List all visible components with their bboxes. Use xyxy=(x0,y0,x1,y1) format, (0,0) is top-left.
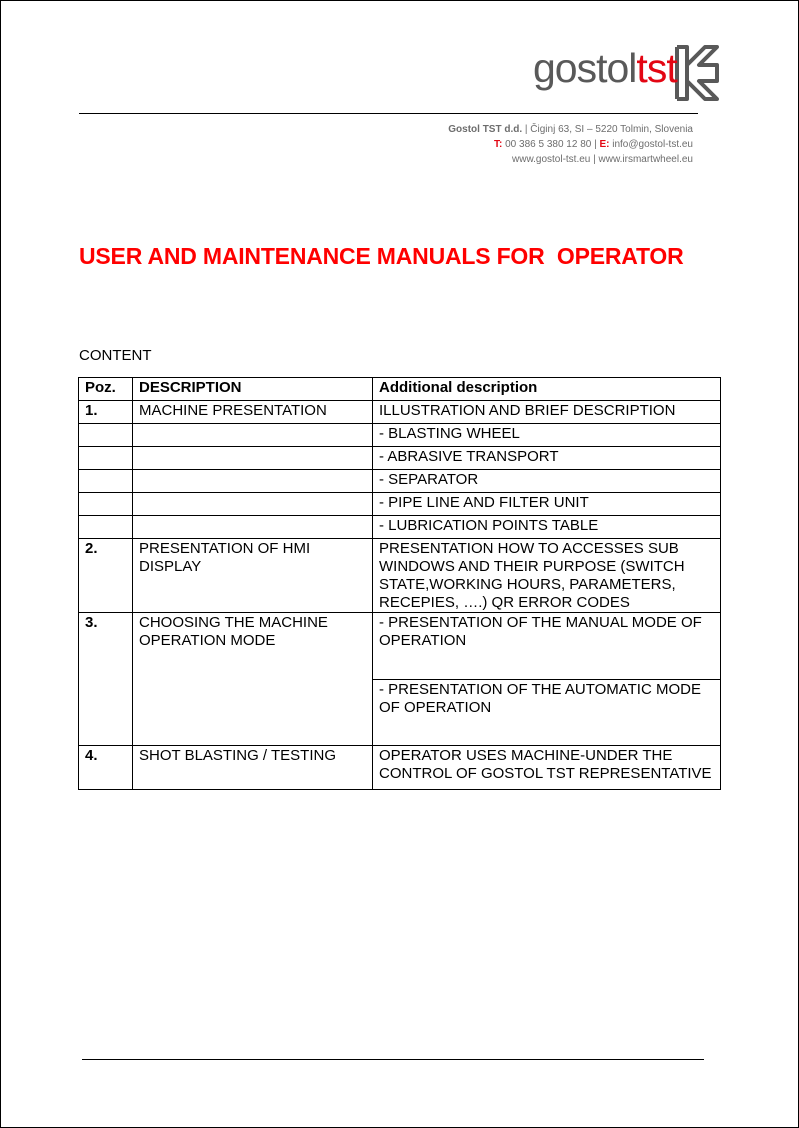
row-number xyxy=(79,424,133,447)
column-header: DESCRIPTION xyxy=(133,378,373,401)
row-description xyxy=(133,424,373,447)
document-title: USER AND MAINTENANCE MANUALS FOR OPERATOR xyxy=(79,243,684,269)
company-address xyxy=(448,122,693,167)
row-description: SHOT BLASTING / TESTING xyxy=(133,746,373,790)
row-additional: PRESENTATION HOW TO ACCESSES SUB WINDOWS AND THEIR PURPOSE (SWITCH STATE,WORKING HOURS, PARAMETERS, RECEPIES, ….) QR ERROR CODES xyxy=(373,539,721,613)
table-row xyxy=(79,613,721,680)
table-row xyxy=(79,516,721,539)
header-divider xyxy=(79,113,698,114)
table-row xyxy=(79,447,721,470)
column-header: Poz. xyxy=(79,378,133,401)
table-header-row xyxy=(79,378,721,401)
row-additional: - PRESENTATION OF THE AUTOMATIC MODE OF OPERATION xyxy=(373,680,721,746)
table-row xyxy=(79,401,721,424)
contents-table xyxy=(78,377,721,790)
row-number: 3. xyxy=(79,613,133,746)
gear-logo-icon xyxy=(675,43,719,103)
table-row xyxy=(79,746,721,790)
row-additional: OPERATOR USES MACHINE-UNDER THE CONTROL OF GOSTOL TST REPRESENTATIVE xyxy=(373,746,721,790)
address-line-2: T: 00 386 5 380 12 80 | E: info@gostol-tst.eu xyxy=(494,139,693,150)
row-number xyxy=(79,470,133,493)
column-header: Additional description xyxy=(373,378,721,401)
row-description xyxy=(133,470,373,493)
row-description: CHOOSING THE MACHINE OPERATION MODE xyxy=(133,613,373,746)
row-additional: ILLUSTRATION AND BRIEF DESCRIPTION xyxy=(373,401,721,424)
row-additional: - BLASTING WHEEL xyxy=(373,424,721,447)
row-additional: - LUBRICATION POINTS TABLE xyxy=(373,516,721,539)
table-row xyxy=(79,493,721,516)
logo-wordmark: gostoltst xyxy=(533,44,677,91)
row-description: PRESENTATION OF HMI DISPLAY xyxy=(133,539,373,613)
table-row xyxy=(79,470,721,493)
address-line-1: Gostol TST d.d. | Čiginj 63, SI – 5220 Tolmin, Slovenia xyxy=(448,124,693,135)
company-logo xyxy=(533,42,719,104)
row-number xyxy=(79,447,133,470)
row-description xyxy=(133,516,373,539)
row-additional: - PRESENTATION OF THE MANUAL MODE OF OPERATION xyxy=(373,613,721,680)
row-additional: - PIPE LINE AND FILTER UNIT xyxy=(373,493,721,516)
row-number: 4. xyxy=(79,746,133,790)
row-additional: - SEPARATOR xyxy=(373,470,721,493)
row-additional: - ABRASIVE TRANSPORT xyxy=(373,447,721,470)
footer-divider xyxy=(82,1059,704,1060)
row-description: MACHINE PRESENTATION xyxy=(133,401,373,424)
row-number xyxy=(79,493,133,516)
table-row xyxy=(79,424,721,447)
table-row xyxy=(79,539,721,613)
row-number: 2. xyxy=(79,539,133,613)
content-heading: CONTENT xyxy=(79,347,152,364)
row-description xyxy=(133,447,373,470)
address-line-3: www.gostol-tst.eu | www.irsmartwheel.eu xyxy=(512,154,693,165)
row-number: 1. xyxy=(79,401,133,424)
row-description xyxy=(133,493,373,516)
row-number xyxy=(79,516,133,539)
